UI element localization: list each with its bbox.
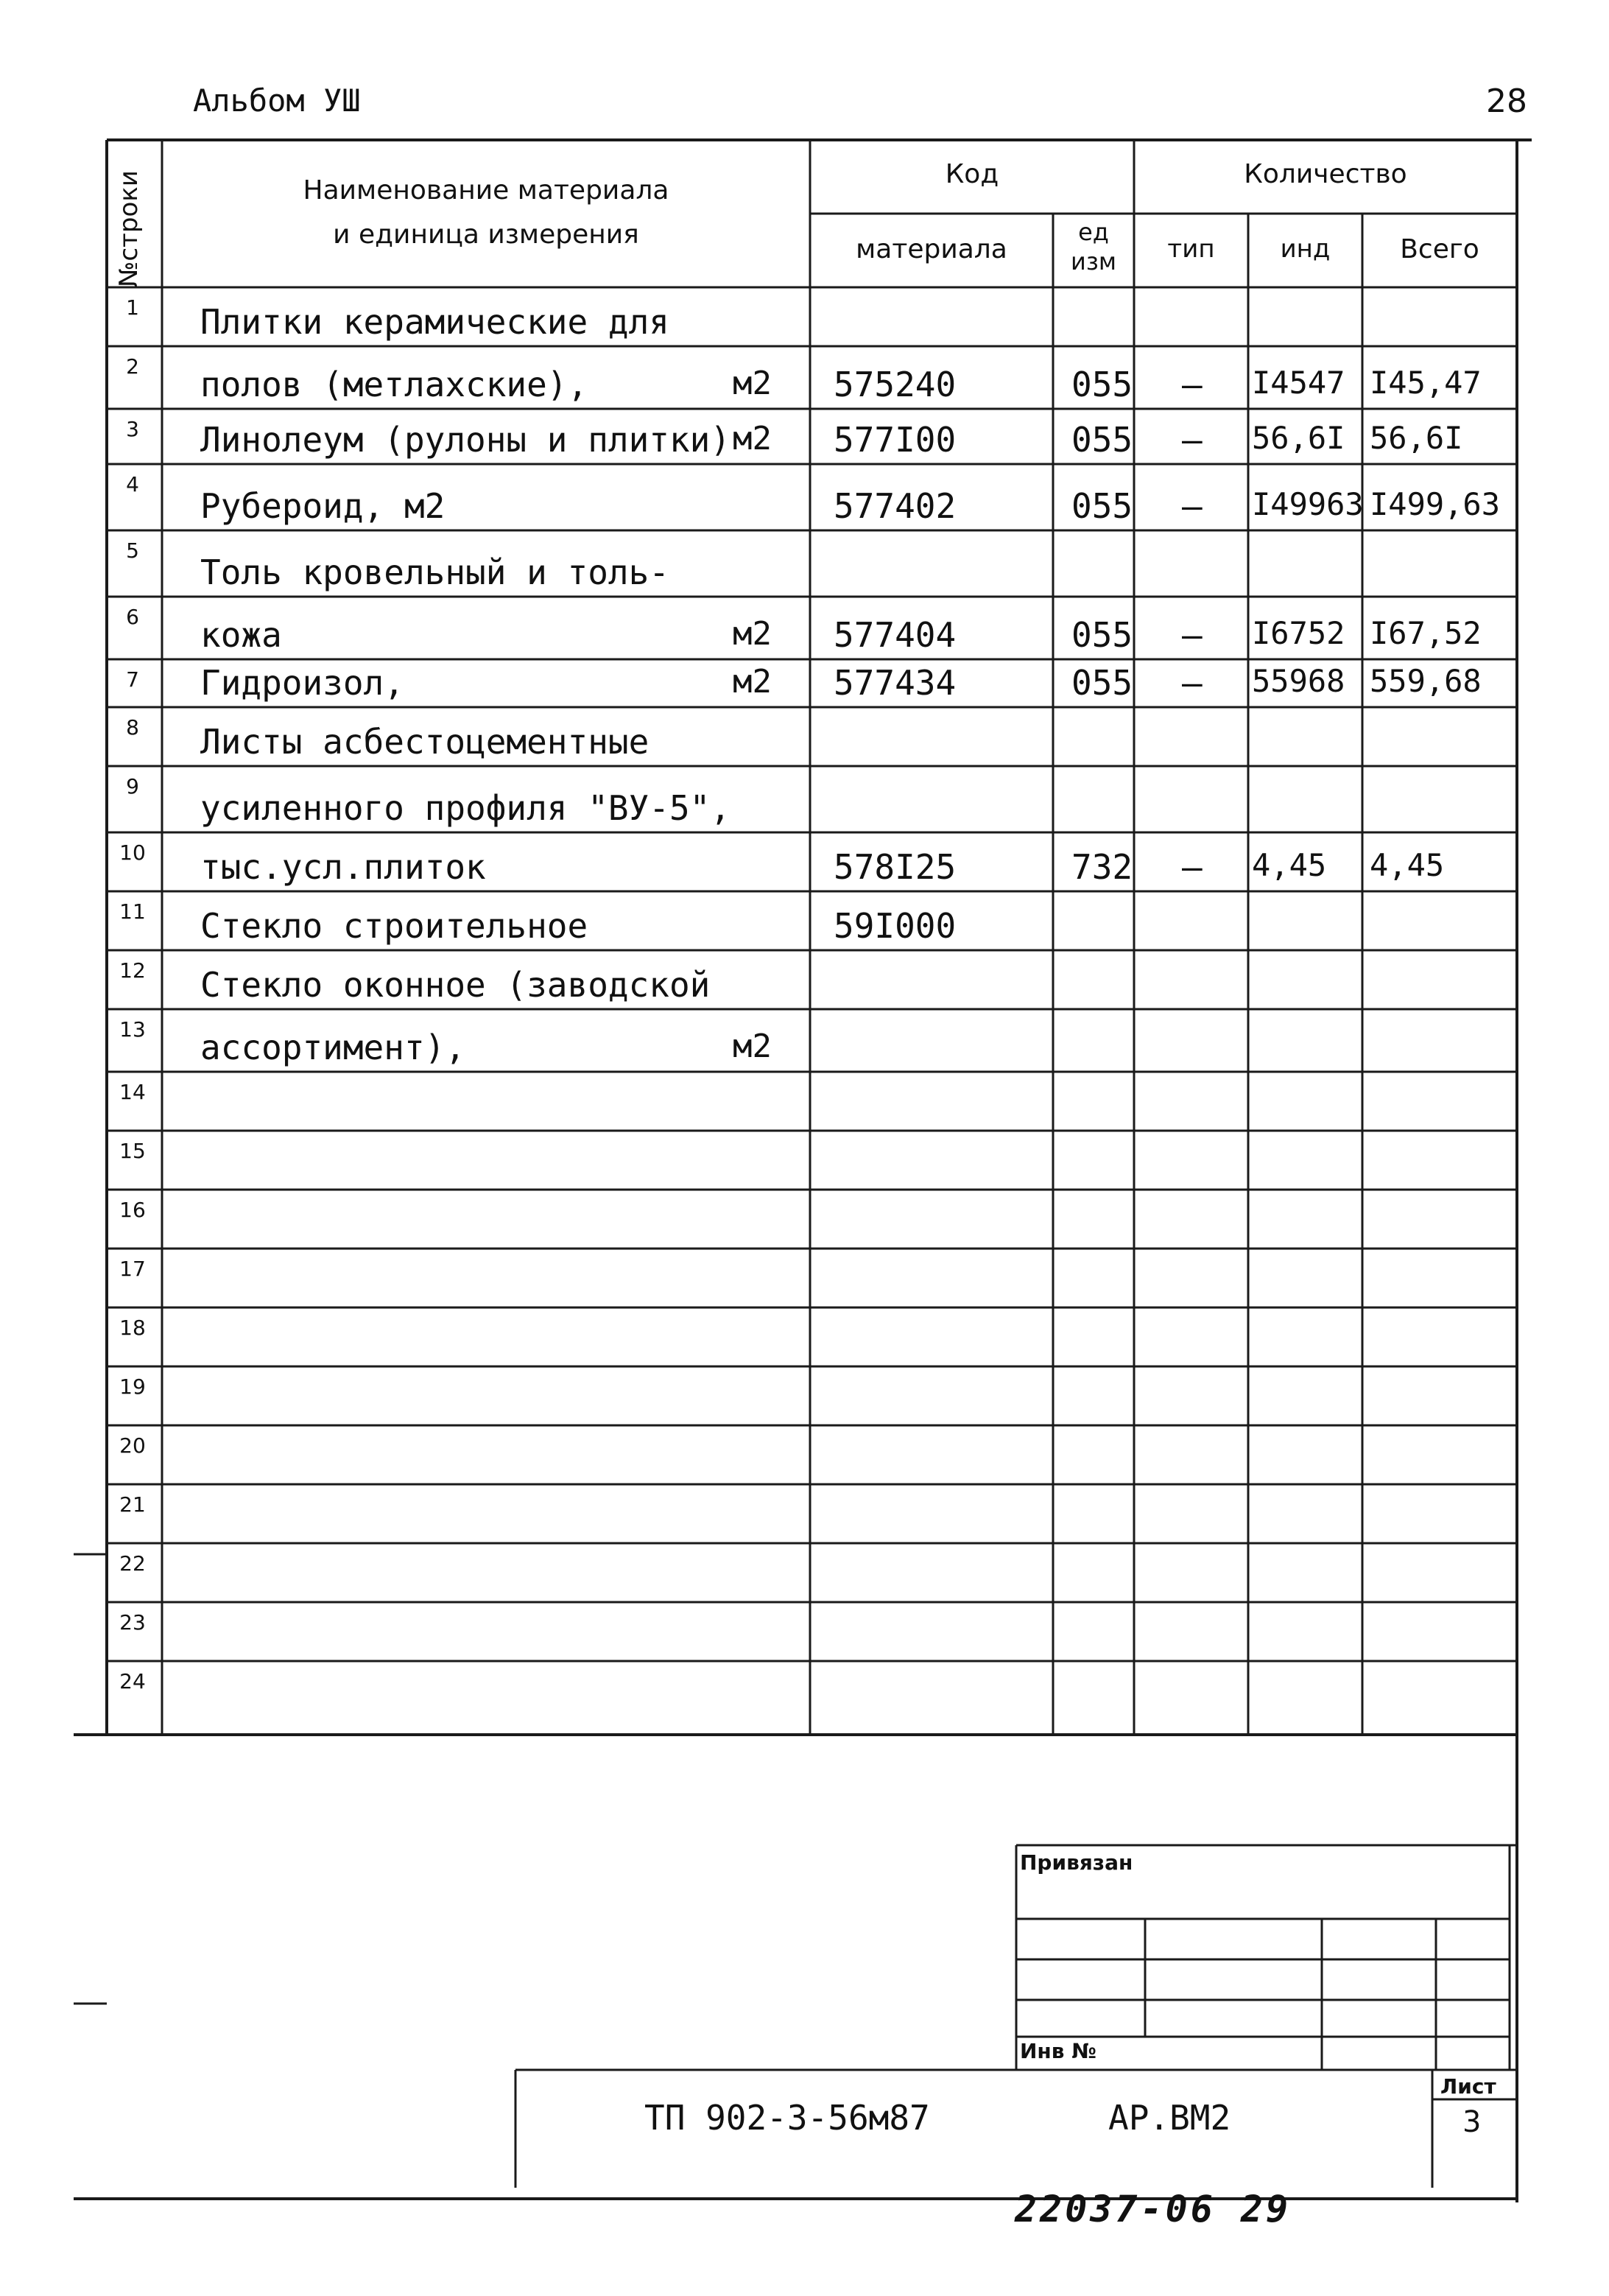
row-number: 23 [119,1610,146,1635]
qty-ind-header: инд [1280,234,1331,264]
material-code: 575240 [834,365,957,404]
code-unit-header-line2: изм [1071,247,1116,275]
album-title: Альбом УШ [193,82,361,119]
row-number: 17 [119,1257,146,1281]
unit-code: 055 [1071,663,1133,703]
document-mark: АР.ВМ2 [1108,2098,1231,2138]
code-group-header: Код [945,159,999,189]
row-number: 4 [126,472,139,496]
document-code: ТП 902-3-56м87 [644,2098,930,2138]
row-number: 18 [119,1316,146,1340]
material-name: ассортимент), [200,1028,466,1067]
row-number: 7 [126,667,139,692]
row-number: 3 [126,417,139,441]
material-name: усиленного профиля "ВУ-5", [200,788,731,828]
archive-number: 22037-06 29 [1015,2188,1292,2230]
qty-total: 56,6I [1370,420,1463,456]
material-name: тыс.усл.плиток [200,847,486,887]
qty-total: 4,45 [1370,847,1445,883]
material-unit: м2 [733,365,772,402]
qty-total: I45,47 [1370,365,1482,401]
row-number: 19 [119,1375,146,1399]
row-number: 22 [119,1551,146,1576]
name-header-line1: Наименование материала [303,175,669,206]
unit-code: 055 [1071,486,1133,526]
material-unit: м2 [733,663,772,701]
material-name: Гидроизол, [200,663,404,703]
material-name: Рубероид, м2 [200,486,446,526]
qty-total: 559,68 [1370,663,1482,699]
qty-ind: I4547 [1252,365,1345,401]
qty-ind: 56,6I [1252,420,1345,456]
code-material-header: материала [856,234,1007,264]
page-number: 28 [1486,82,1527,120]
qty-ind: 4,45 [1252,847,1327,883]
row-number: 6 [126,605,139,629]
row-number: 2 [126,354,139,379]
code-unit-header-line1: ед [1078,218,1109,246]
row-number: 21 [119,1492,146,1517]
row-number: 1 [126,295,139,320]
qty-type: – [1182,847,1203,887]
row-number: 11 [119,899,146,924]
row-number: 20 [119,1433,146,1458]
sheet-number: 3 [1462,2105,1482,2139]
material-name: кожа [200,615,282,655]
row-number: 24 [119,1669,146,1693]
material-unit: м2 [733,615,772,653]
sheet-label: Лист [1440,2074,1496,2099]
material-code: 577402 [834,486,957,526]
unit-code: 055 [1071,615,1133,655]
material-name: Стекло оконное (заводской [200,965,711,1005]
material-unit: м2 [733,420,772,457]
qty-type: – [1182,365,1203,404]
material-name: полов (метлахские), [200,365,588,404]
material-name: Толь кровельный и толь- [200,552,669,592]
row-number: 8 [126,715,139,740]
material-name: Стекло строительное [200,906,588,946]
row-number: 16 [119,1198,146,1222]
row-number: 14 [119,1080,146,1104]
name-header-line2: и единица измерения [333,220,639,250]
inventory-label: Инв № [1020,2039,1096,2063]
material-name: Плитки керамические для [200,302,669,342]
qty-type-header: тип [1167,234,1215,264]
material-unit: м2 [733,1028,772,1065]
row-number-header: №строки [114,170,144,287]
material-code: 59I000 [834,906,957,946]
qty-type: – [1182,420,1203,460]
material-code: 577434 [834,663,957,703]
material-code: 577404 [834,615,957,655]
qty-total: I499,63 [1370,486,1501,522]
qty-ind: 55968 [1252,663,1345,699]
row-number: 15 [119,1139,146,1163]
qty-ind: I49963 [1252,486,1364,522]
material-name: Листы асбестоцементные [200,722,649,762]
row-number: 5 [126,538,139,563]
bound-label: Привязан [1020,1850,1133,1875]
material-code: 578I25 [834,847,957,887]
qty-type: – [1182,663,1203,703]
row-number: 13 [119,1017,146,1042]
unit-code: 055 [1071,365,1133,404]
unit-code: 732 [1071,847,1133,887]
material-code: 577I00 [834,420,957,460]
qty-ind: I6752 [1252,615,1345,651]
row-number: 12 [119,958,146,983]
qty-total-header: Всего [1400,234,1479,264]
row-number: 10 [119,840,146,865]
qty-type: – [1182,486,1203,526]
qty-total: I67,52 [1370,615,1482,651]
unit-code: 055 [1071,420,1133,460]
quantity-group-header: Количество [1244,159,1407,189]
qty-type: – [1182,615,1203,655]
material-name: Линолеум (рулоны и плитки) [200,420,731,460]
row-number: 9 [126,774,139,798]
